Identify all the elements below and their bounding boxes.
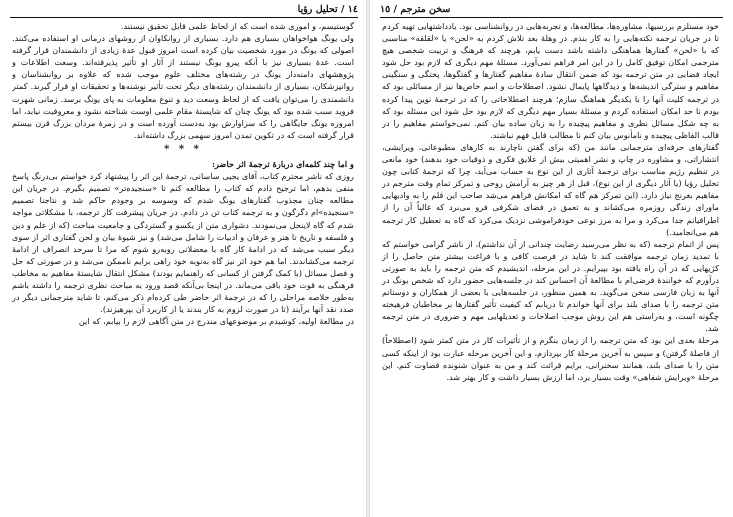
left-header-slash: / (337, 3, 345, 15)
right-header-rule (380, 17, 723, 18)
right-header-slash: / (390, 3, 397, 15)
right-paragraph-1: خود مستلزم بررسیها، مشاوره‌ها، مطالعه‌ها، و تجربه‌هایی در روانشناسی بود. یادداشتهایی تهیه کردم تا در جریان ترجمه نکته‌هایی را به کار بندم. در وهلهٔ بعد تلاش کردم به «لحن» یا «لقلقه» مناسبی که با «لحن» گفتارها هماهنگی داشته باشد دست یابم، هرچند که فرهنگ و تربیت شخصی هیچ مترجمی امکان توفیق کامل را در این امر فراهم نمی‌آورد. مسئلهٔ مهم دیگری که لازم بود حل شود ایجاد فضایی در متن ترجمه بود که ضمن انتقال سادهٔ مفاهیم گفتارها و گفتگوها، پختگی و سنگینی مفاهیم و سترگی اندیشه‌ها و دیدگاهها پایمال نشود. اصطلاحات و اسم خاص‌ها نیز از مسائلی بود که در ترجمه کلیت آنها را با یکدیگر هماهنگ سازم؛ هرچند اصطلاحاتی را که در ترجمهٔ نوین پیدا کرده بودم تا حد امکان استفاده کردم و مسئلهٔ بسیار مهم دیگری که لازم بود حل شود این مسئله بود که به چه شکل مسائل نظری و مفاهیم پیچیده را به زبان ساده بیان کنم. نمی‌خواستم مفاهیم را در قالب الفاظی پیچیده و نامأنوس بیان کنم تا مطالب قابل فهم نباشند. (382, 21, 719, 140)
left-page-body (12, 20, 354, 511)
left-running-header (298, 4, 358, 15)
right-page-body (382, 20, 719, 511)
right-paragraph-2: گفتارهای حرفه‌ای مترجمانی مانند من (که برای گفتن ناچارند به کارهای مطبوعاتی، ویرایشی، انتشاراتی، و مشاوره در چاپ و نشر اهمیتی بیش از علایق فکری و ذوقیات خود بدهند) خود مانعی در تنظیم رژیم مناسب برای ترجمهٔ آثاری از این نوع به حساب می‌آید، چرا که ترجمهٔ کتابی چون تحلیل رؤیا (یا آثار دیگری از این نوع)، قبل از هر چیز به آرامش روحی و تمرکز تمام وقت مترجم در مفاهیم بغرنج نیاز دارد. (این تمرکز هم گاه که امکانش فراهم می‌شد صاحب این قلم را به وادیهایی ماورای زندگی روزمره می‌کشاند و به تعمق در فضای شکرفی فرو می‌برد که غالباً آن را از اطرافیانم جدا می‌کرد و مرا به مرز نوعی خودفراموشی نزدیک می‌کرد که گاه به تعطیل کار ترجمه هم می‌انجامید.) (382, 141, 719, 237)
left-paragraph-4: در مطالعهٔ اولیه، کوشیدم بر موضوعهای مندرج در متن آگاهی لازم را بیابم، که این (78, 316, 354, 327)
left-running-title: تحلیل رؤیا (297, 3, 338, 15)
right-paragraph-4: مرحلهٔ بعدی این بود که متن ترجمه را از زمان بنگرم و از تأثیرات کار در متن کمتر شود (اصطلاحاً) از فاصلهٔ گرفتن) و سپس به آخرین مرحلهٔ کار بپردازم، و این آخرین مرحله عبارت بود از اینکه کسی متن را با صدای بلند، همانند سخنرانی، برایم قرائت کند و من به عنوان شنونده قضاوت کنم. این مرحلهٔ «ویرایش شفاهی» وقت بسیار برد، اما ارزش بسیار داشت و کار بهتر شد. (382, 335, 719, 382)
left-paragraph-1: گوستیسم، و اموری شده است که از لحاظ علمی قابل تحقیق نیستند. (120, 21, 354, 31)
left-header-rule (10, 17, 358, 18)
section-separator: * * * (164, 143, 202, 155)
left-page-number: ١٤ (347, 3, 358, 15)
book-gutter (366, 0, 370, 517)
left-paragraph-2: ولی یونگ هواخواهان بسیاری هم دارد. بسیاری از روانکاوان از روشهای درمانی او استفاده می‌کنند. اصولی که یونگ در مورد شخصیت بیان کرده است امروز قبول عدهٔ زیادی از دانشمندان قرار گرفته است. عدهٔ بسیاری نیز با آنکه پیرو یونگ نیستند از آثار او تأثیر پذیرفته‌اند. وسعت اطلاعات و پژوهشهای دامنه‌دار یونگ در رشته‌های مختلف علوم موجب شده که علاوه بر روانشناسان و روانپزشکان، بسیاری از دانشمندان رشته‌های دیگر تحت تأثیر نوشته‌ها و تحقیقات او قرار گیرند. کمتر دانشمندی را می‌توان یافت که از لحاظ وسعت دید و تنوع معلومات به پای یونگ برسد. زمانی شهرت فروید سبب شده بود که یونگ چنان که شایستهٔ مقام علمی اوست شناخته نشود و معروفیت نیابد، اما امروزه یونگ جایگاهی را که سزاوارش بود به‌دست آورده است و در زمرهٔ مردان بزرگ قرن بیستم قرار گرفته است که در تکوین تمدن امروز سهمی بزرگ داشته‌اند. (12, 33, 354, 140)
right-running-title: سخن مترجم (400, 3, 451, 15)
right-page (374, 0, 729, 517)
right-page-header (380, 2, 723, 16)
left-page (4, 0, 364, 517)
right-page-number: ١٥ (380, 3, 391, 15)
left-page-header (10, 2, 358, 16)
translation-note-heading: و اما چند کلمه‌ای دربارهٔ ترجمهٔ اثر حاضر: (211, 159, 354, 170)
right-running-header (380, 4, 450, 15)
left-paragraph-3: روزی که ناشر محترم کتاب، آقای یحیی ساسانی، ترجمهٔ این اثر را پیشنهاد کرد خواستم بی‌درنگ پاسخ منفی بدهم، اما ترجیح دادم که کتاب را مطالعه کنم تا «سنجیده‌تر» تصمیم بگیرم. در جریان این مطالعه چنان مجذوب گفتارهای یونگ شدم که وسوسه بر وجودم حاکم شد و نتاجنا تصمیم «سنجیده»‌ام دگرگون و به ترجمه کتاب تن در دادم. در جریان پیشرفت کار ترجمه، با مشکلاتی مواجه شدم که گاه لاینحل می‌نمودند. دشواری متن از یکسو و گستردگی و جامعیت مباحث (که از علم و دین و فلسفه و تاریخ تا هنر و عرفان و ادبیات را شامل می‌شد) و نیز شیوهٔ بیان و لحن گفتاری اثر از سوی دیگر سبب می‌شد که در ادامهٔ کار گاه با معضلاتی روبه‌رو شوم که مرا تا سرحد انصراف از ادامهٔ ترجمه می‌کشاندند. اما هم خود اثر نیز گاه به‌نوبه خود راهی برایم ناممکن می‌شد و در صورتی که حل و فصل مسائل (با کمک گرفتن از کسانی که راهنمایم بودند) مشکل انتقال شایستهٔ مفاهیم به مخاطب فرهنگی به قوت خود باقی می‌ماند. در اینجا بی‌آنکه قصد ورود به مباحث نظری ترجمه را داشته باشم به‌طور خلاصه مراحلی را که در ترجمهٔ اثر حاضر طی کرده‌ام ذکر می‌کنم، تا شاید مترجمانی دیگر در صدد نقد آنها برآیند (تا در صورت لزوم به کار بندند یا از کاربرد آن بپرهیزند). (12, 171, 354, 315)
right-paragraph-3: پس از اتمام ترجمه (که به نظر می‌رسید رضایت چندانی از آن نداشتم)، از ناشر گرامی خواستم که با تمدید زمان ترجمه موافقت کند تا شاید در فرصت کافی و با فراغت بیشتر متن حاصل را از کژیهایی که در آن راه یافته بود بپیرایم. در این مرحله، اندیشیدم که متن ترجمه را باید به صورتی درآورم که خوانندهٔ فرضی‌ام با مطالعهٔ آن احساس کند در جلسه‌هایی حضور دارد که شخص یونگ در آنها به زبان فارسی سخن می‌گوید. به همین منظور، در جلسه‌هایی با بعضی از همکاران و دوستانم متن ترجمه را با صدای بلند برای آنها خواندم تا دریابم که کیفیت تأثیر گفتارها بر مخاطبان فرهیخته چگونه است، و به‌راستی هم این روش موجب اصلاحات و تعدیلهایی مهم و ضروری در متن ترجمه شد. (382, 238, 719, 334)
